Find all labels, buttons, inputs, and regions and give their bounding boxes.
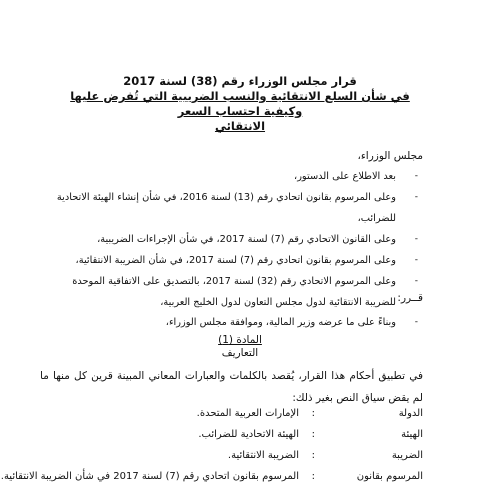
bullet-dash: - (414, 317, 418, 327)
bullet-dash: - (414, 234, 418, 244)
preamble-text: وبناءً على ما عرضه وزير المالية، وموافقة مجلس الوزراء، (165, 317, 396, 328)
article-number: المادة (1) (218, 334, 262, 346)
preamble-list (40, 166, 418, 332)
preamble-item (40, 250, 418, 271)
definition-term: الدولة (398, 408, 423, 419)
title-line-1: قرار مجلس الوزراء رقم (38) لسنة 2017 (123, 74, 357, 88)
decided-label: قــرر: (397, 292, 423, 304)
title-line-3: الانتقائي (214, 119, 266, 133)
definition-text: الهيئة الاتحادية للضرائب. (198, 429, 299, 440)
definition-term: الهيئة (401, 429, 423, 440)
definition-row (0, 466, 423, 487)
definition-text: المرسوم بقانون اتحادي رقم (7) لسنة 2017 في شأن الضريبة الانتقائية. (0, 471, 299, 482)
preamble-text: وعلى المرسوم بقانون اتحادي رقم (7) لسنة 2017، في شأن الضريبة الانتقائية، (75, 255, 396, 266)
definition-text: الضريبة الانتقائية. (227, 450, 299, 461)
bullet-dash: - (414, 276, 418, 286)
preamble-item (40, 229, 418, 250)
definition-row (40, 424, 423, 445)
definition-text: الإمارات العربية المتحدة. (196, 408, 299, 419)
preamble-text: وعلى المرسوم الاتحادي رقم (32) لسنة 2017، بالتصديق على الاتفاقية الموحدة للضريبة الانتقائية لدول مجلس التعاون لدول الخليج العربية، (72, 276, 396, 308)
preamble-text: بعد الاطلاع على الدستور، (294, 171, 396, 182)
decision-title (62, 74, 418, 134)
preamble-item (40, 187, 418, 229)
definition-term: المرسوم بقانون (356, 471, 423, 482)
bullet-dash: - (414, 171, 418, 181)
preamble-text: وعلى القانون الاتحادي رقم (7) لسنة 2017، في شأن الإجراءات الضريبية، (97, 234, 396, 245)
definition-colon: : (311, 429, 315, 440)
preamble-item (40, 313, 418, 332)
article-header (0, 334, 480, 360)
title-line-2: في شأن السلع الانتقائية والنسب الضريبية التي تُفرض عليها وكيفية احتساب السعر (70, 89, 410, 118)
definitions-list (0, 403, 423, 487)
preamble-text: وعلى المرسوم بقانون اتحادي رقم (13) لسنة 2016، في شأن إنشاء الهيئة الاتحادية للضرائب، (56, 192, 396, 224)
bullet-dash: - (414, 192, 418, 202)
definition-colon: : (311, 408, 315, 419)
council-label: مجلس الوزراء، (357, 150, 423, 162)
definition-colon: : (311, 471, 315, 482)
preamble-item (40, 271, 418, 313)
article-heading: التعاريف (221, 347, 259, 359)
preamble-item (40, 166, 418, 187)
definitions-intro: في تطبيق أحكام هذا القرار، يُقصد بالكلمات والعبارات المعاني المبينة قرين كل منها ما لم يقض سياق النص بغير ذلك: (40, 370, 423, 404)
definition-term: الضريبة (391, 450, 423, 461)
definition-row (40, 403, 423, 424)
definition-row (40, 445, 423, 466)
definition-colon: : (311, 450, 315, 461)
bullet-dash: - (414, 255, 418, 265)
